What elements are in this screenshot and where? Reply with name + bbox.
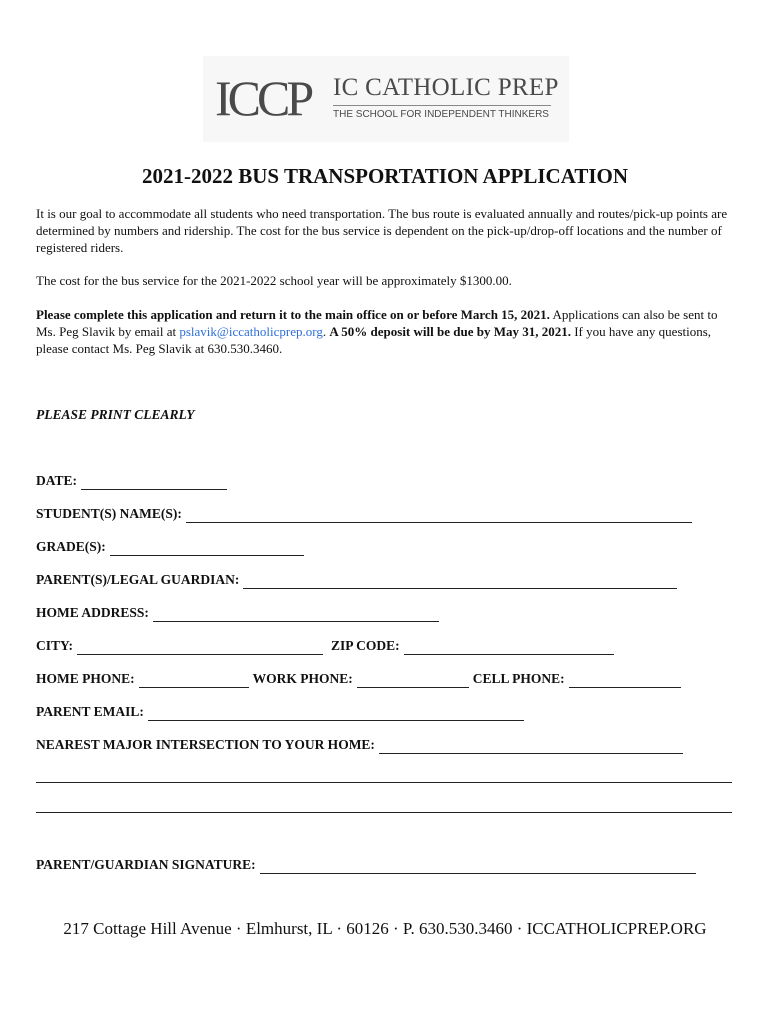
intersection-line-3[interactable] (36, 812, 732, 813)
logo-school-name: IC CATHOLIC PREP (333, 74, 559, 101)
print-clearly-note: PLEASE PRINT CLEARLY (36, 407, 195, 422)
home-phone-field[interactable] (139, 673, 249, 688)
logo-mark: ICCP (215, 70, 311, 126)
paragraph-text: . (322, 324, 330, 339)
city-zip-row (36, 637, 614, 655)
intro-paragraph-3 (36, 306, 736, 357)
intersection-row (36, 736, 683, 754)
email-field[interactable] (148, 706, 524, 721)
contact-email-link[interactable]: pslavik@iccatholicprep.org (179, 324, 323, 339)
work-phone-field[interactable] (357, 673, 469, 688)
intersection-field[interactable] (379, 739, 683, 754)
grades-field[interactable] (110, 541, 304, 556)
students-label: STUDENT(S) NAME(S): (36, 506, 182, 521)
work-phone-label: WORK PHONE: (252, 671, 353, 686)
deposit-text: A 50% deposit will be due by May 31, 2021. (329, 324, 571, 339)
address-row (36, 604, 439, 622)
grades-label: GRADE(S): (36, 539, 106, 554)
city-field[interactable] (77, 640, 323, 655)
phones-row (36, 670, 681, 688)
home-phone-label: HOME PHONE: (36, 671, 135, 686)
date-label: DATE: (36, 473, 78, 488)
intersection-label: NEAREST MAJOR INTERSECTION TO YOUR HOME: (36, 737, 375, 752)
cell-phone-field[interactable] (569, 673, 681, 688)
address-field[interactable] (153, 607, 439, 622)
parents-field[interactable] (243, 574, 677, 589)
students-field[interactable] (186, 508, 692, 523)
parents-row (36, 571, 677, 589)
students-row (36, 505, 692, 523)
school-logo (203, 56, 569, 142)
city-label: CITY: (36, 638, 74, 653)
paragraph-text: If you have any questions, please contact Ms. Peg Slavik at 630.530.3460. (36, 324, 712, 356)
date-row (36, 472, 227, 490)
signature-label: PARENT/GUARDIAN SIGNATURE: (36, 857, 256, 872)
parents-label: PARENT(S)/LEGAL GUARDIAN: (36, 572, 240, 587)
intro-paragraph-2: The cost for the bus service for the 2021-2022 school year will be approximately $1300.00. (36, 273, 512, 288)
logo-divider (333, 105, 551, 106)
form-title: 2021-2022 BUS TRANSPORTATION APPLICATION (141, 164, 628, 188)
intersection-line-2[interactable] (36, 782, 732, 783)
signature-field[interactable] (260, 859, 696, 874)
address-label: HOME ADDRESS: (36, 605, 149, 620)
logo-tagline: THE SCHOOL FOR INDEPENDENT THINKERS (333, 109, 549, 120)
zip-field[interactable] (404, 640, 614, 655)
signature-row (36, 856, 696, 874)
email-label: PARENT EMAIL: (36, 704, 144, 719)
footer-address: 217 Cottage Hill Avenue · Elmhurst, IL · 60126 · P. 630.530.3460 · ICCATHOLICPREP.ORG (63, 919, 707, 938)
email-row (36, 703, 524, 721)
zip-label: ZIP CODE: (331, 638, 400, 653)
grades-row (36, 538, 304, 556)
intro-paragraph-1: It is our goal to accommodate all students who need transportation. The bus route is evaluated annually and routes/pick-up points are determined by numbers and ridership. The cost for the bus service is dependent on the pick-up/drop-off locations and the number of registered riders. (36, 206, 728, 255)
paragraph-text: Applications can also be sent to Ms. Peg Slavik by email at (36, 307, 718, 339)
date-field[interactable] (81, 475, 227, 490)
deadline-text: Please complete this application and return it to the main office on or before March 15, 2021. (36, 307, 550, 322)
cell-phone-label: CELL PHONE: (472, 671, 565, 686)
